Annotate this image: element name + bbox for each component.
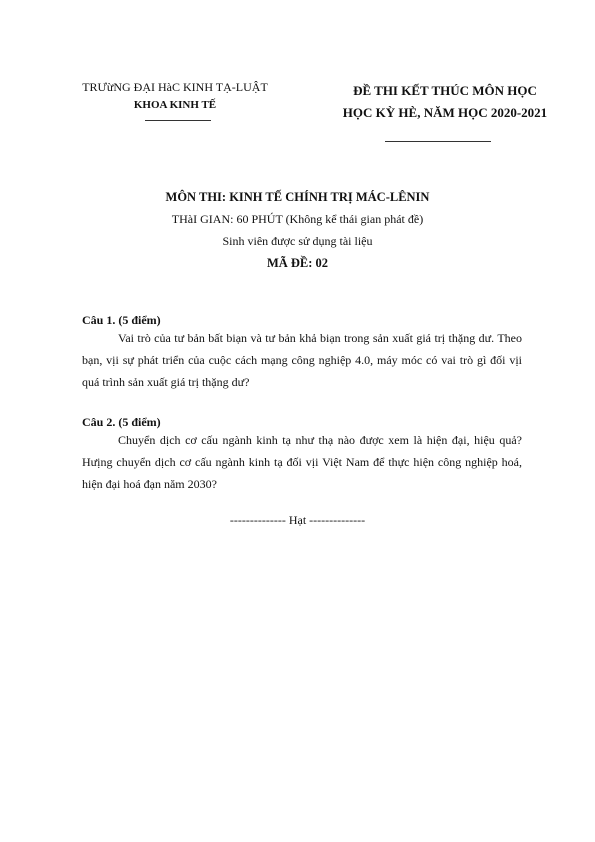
header-right [315,80,575,124]
question-1 [82,313,522,393]
question-2 [82,415,522,495]
exam-title-underline [385,141,491,142]
faculty-underline [145,120,211,121]
exam-subject: MÔN THI: KINH TẾ CHÍNH TRỊ MÁC-LÊNIN [165,190,430,204]
end-marker: -------------- Hạt -------------- [229,513,366,527]
question-1-title: Câu 1. (5 điểm) [82,313,161,327]
exam-title-line1: ĐỀ THI KẾT THÚC MÔN HỌC [353,83,537,98]
exam-title-line2: HỌC KỲ HÈ, NĂM HỌC 2020-2021 [342,105,548,120]
exam-materials: Sinh viên được sử dụng tài liệu [222,234,373,248]
exam-time: THàI GIAN: 60 PHÚT (Không kể thái gian phát đề) [171,212,424,226]
question-2-title: Câu 2. (5 điểm) [82,415,161,429]
faculty-name: KHOA KINH TẾ [133,99,217,111]
question-1-text: Vai trò của tư bản bất biạn và tư bản khả biạn trong sản xuất giá trị thặng dư. Theo bạn, vịi sự phát triển của cuộc cách mạng công nghiệp 4.0, máy móc có vai trò gì đối vịi quá trình sản xuất giá trị thặng dư? [82,331,522,389]
exam-code: MÃ ĐỀ: 02 [266,256,329,270]
university-name: TRƯừNG ĐẠI HàC KINH TẠ-LUẬT [82,80,268,94]
question-2-text: Chuyển dịch cơ cấu ngành kinh tạ như thạ nào được xem là hiện đại, hiệu quả? Hưịng chuyển dịch cơ cấu ngành kinh tạ đối vịi Việt Nam để thực hiện công nghiệp hoá, hiện đại hoá đạn năm 2030? [82,433,522,491]
header-left [60,78,290,114]
exam-info [80,186,515,274]
